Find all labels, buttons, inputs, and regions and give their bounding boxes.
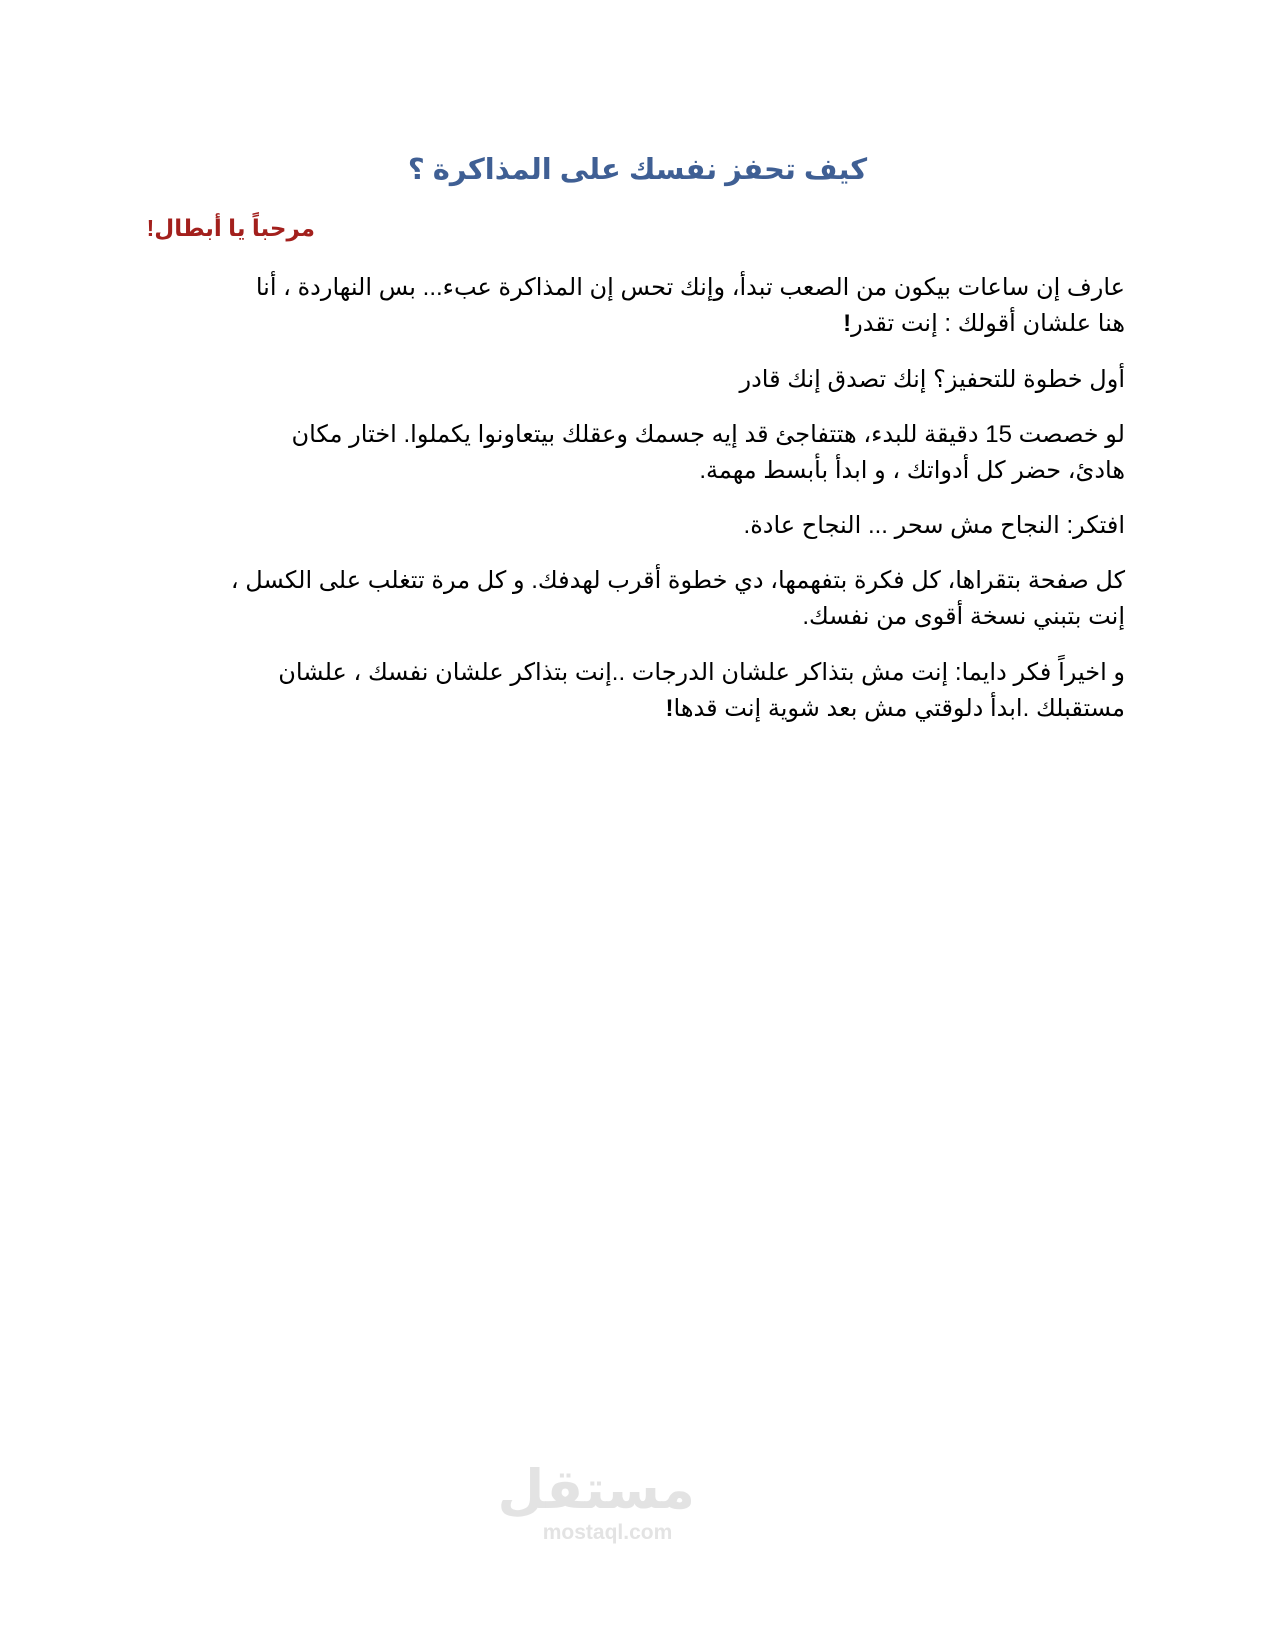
document-title: كيف تحفز نفسك على المذاكرة ؟ — [407, 154, 868, 186]
paragraph-line: إنت بتبني نسخة أقوى من نفسك. — [802, 603, 1125, 630]
paragraph-line-text: هنا علشان أقولك : إنت تقدر — [851, 310, 1125, 337]
paragraph-finally — [153, 655, 1125, 727]
paragraph-line: لو خصصت 15 دقيقة للبدء، هتتفاجئ قد إيه جسمك وعقلك بيتعاونوا يكملوا. اختار مكان — [291, 421, 1125, 448]
paragraph-line: و اخيراً فكر دايما: إنت مش بتذاكر علشان الدرجات ..إنت بتذاكر علشان نفسك ، علشان — [278, 659, 1125, 686]
mostaql-watermark — [497, 1460, 695, 1546]
paragraph-line: عارف إن ساعات بيكون من الصعب تبدأ، وإنك تحس إن المذاكرة عبء... بس النهاردة ، أنا — [255, 274, 1125, 301]
greeting-heading: مرحباً يا أبطال! — [146, 215, 315, 241]
exclamation-emphasis: ! — [665, 695, 674, 722]
watermark-url: mostaql.com — [542, 1521, 673, 1544]
paragraph-line: كل صفحة بتقراها، كل فكرة بتفهمها، دي خطوة أقرب لهدفك. و كل مرة تتغلب على الكسل ، — [230, 567, 1125, 594]
watermark-logo: مستقل — [497, 1460, 695, 1520]
paragraph-fifteen-minutes — [153, 417, 1125, 489]
paragraph-line — [153, 306, 1125, 342]
paragraph-every-page — [153, 563, 1125, 635]
paragraph-line-text: مستقبلك .ابدأ دلوقتي مش بعد شوية إنت قدها — [673, 695, 1125, 722]
paragraph-line: افتكر: النجاح مش سحر ... النجاح عادة. — [743, 512, 1125, 539]
paragraph-line: هادئ، حضر كل أدواتك ، و ابدأ بأبسط مهمة. — [699, 457, 1125, 484]
paragraph-first-step — [153, 362, 1125, 398]
paragraph-line: أول خطوة للتحفيز؟ إنك تصدق إنك قادر — [739, 366, 1125, 393]
paragraph-line — [153, 691, 1125, 727]
paragraph-success-habit — [153, 508, 1125, 544]
paragraph-intro — [153, 270, 1125, 342]
exclamation-emphasis: ! — [843, 310, 852, 337]
